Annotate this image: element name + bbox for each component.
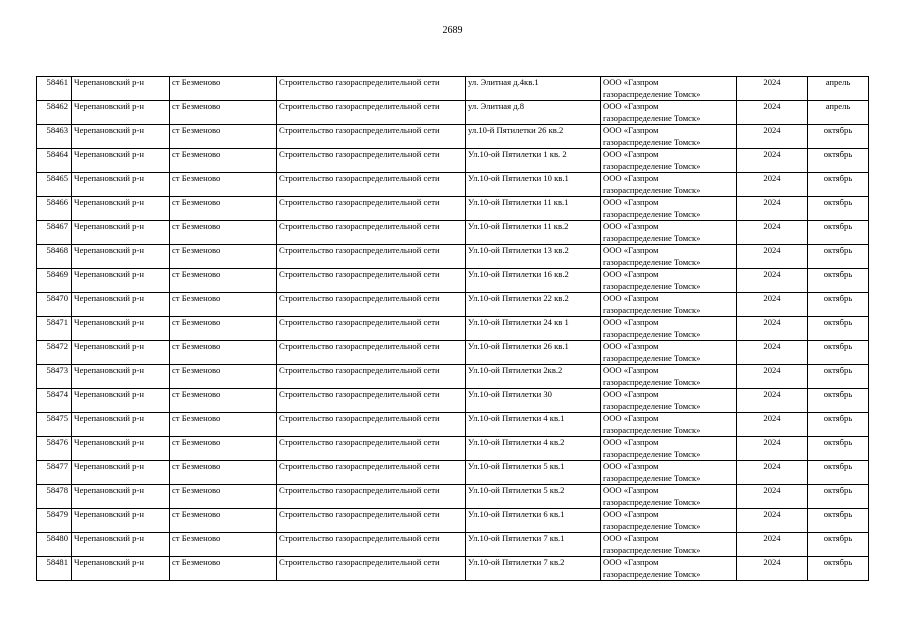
district-cell: Черепановский р-н xyxy=(72,245,170,269)
year-cell: 2024 xyxy=(737,389,808,413)
organization-cell xyxy=(601,101,737,125)
work-type-cell: Строительство газораспределительной сети xyxy=(277,437,466,461)
organization-line-2: газораспределение Томск» xyxy=(603,232,701,243)
address-cell: Ул.10-ой Пятилетки 10 кв.1 xyxy=(466,173,601,197)
organization-cell xyxy=(601,461,737,485)
settlement-cell: ст Безменово xyxy=(170,293,277,317)
table-row xyxy=(37,149,869,173)
table-row xyxy=(37,293,869,317)
organization-line-2: газораспределение Томск» xyxy=(603,520,701,531)
organization-cell xyxy=(601,269,737,293)
organization-cell xyxy=(601,317,737,341)
work-type-cell: Строительство газораспределительной сети xyxy=(277,341,466,365)
year-cell: 2024 xyxy=(737,101,808,125)
address-cell: Ул.10-ой Пятилетки 7 кв.2 xyxy=(466,557,601,581)
month-cell: октябрь xyxy=(808,149,869,173)
organization-line-2: газораспределение Томск» xyxy=(603,184,701,195)
row-number-cell: 58476 xyxy=(37,437,72,461)
work-type-cell: Строительство газораспределительной сети xyxy=(277,557,466,581)
table-row xyxy=(37,77,869,101)
organization-cell xyxy=(601,293,737,317)
address-cell: Ул.10-ой Пятилетки 5 кв.1 xyxy=(466,461,601,485)
table-row xyxy=(37,413,869,437)
address-cell: Ул.10-ой Пятилетки 13 кв.2 xyxy=(466,245,601,269)
district-cell: Черепановский р-н xyxy=(72,485,170,509)
table-row xyxy=(37,557,869,581)
table-row xyxy=(37,509,869,533)
organization-cell xyxy=(601,509,737,533)
address-cell: Ул.10-ой Пятилетки 2кв.2 xyxy=(466,365,601,389)
table-row xyxy=(37,197,869,221)
organization-line-1: ООО «Газпром xyxy=(603,509,659,519)
settlement-cell: ст Безменово xyxy=(170,269,277,293)
settlement-cell: ст Безменово xyxy=(170,485,277,509)
month-cell: октябрь xyxy=(808,173,869,197)
row-number-cell: 58480 xyxy=(37,533,72,557)
settlement-cell: ст Безменово xyxy=(170,509,277,533)
address-cell: Ул.10-ой Пятилетки 22 кв.2 xyxy=(466,293,601,317)
work-type-cell: Строительство газораспределительной сети xyxy=(277,149,466,173)
work-type-cell: Строительство газораспределительной сети xyxy=(277,269,466,293)
year-cell: 2024 xyxy=(737,437,808,461)
settlement-cell: ст Безменово xyxy=(170,389,277,413)
organization-line-1: ООО «Газпром xyxy=(603,461,659,471)
settlement-cell: ст Безменово xyxy=(170,245,277,269)
district-cell: Черепановский р-н xyxy=(72,173,170,197)
work-type-cell: Строительство газораспределительной сети xyxy=(277,461,466,485)
table-row xyxy=(37,485,869,509)
year-cell: 2024 xyxy=(737,221,808,245)
row-number-cell: 58461 xyxy=(37,77,72,101)
organization-cell xyxy=(601,197,737,221)
organization-line-1: ООО «Газпром xyxy=(603,269,659,279)
row-number-cell: 58477 xyxy=(37,461,72,485)
gas-network-registry-table xyxy=(36,76,869,581)
month-cell: октябрь xyxy=(808,389,869,413)
work-type-cell: Строительство газораспределительной сети xyxy=(277,221,466,245)
organization-cell xyxy=(601,245,737,269)
table-row xyxy=(37,269,869,293)
district-cell: Черепановский р-н xyxy=(72,413,170,437)
year-cell: 2024 xyxy=(737,485,808,509)
row-number-cell: 58474 xyxy=(37,389,72,413)
district-cell: Черепановский р-н xyxy=(72,197,170,221)
table-row xyxy=(37,533,869,557)
address-cell: Ул.10-ой Пятилетки 16 кв.2 xyxy=(466,269,601,293)
year-cell: 2024 xyxy=(737,125,808,149)
organization-line-2: газораспределение Томск» xyxy=(603,400,701,411)
settlement-cell: ст Безменово xyxy=(170,173,277,197)
organization-line-1: ООО «Газпром xyxy=(603,149,659,159)
organization-cell xyxy=(601,437,737,461)
settlement-cell: ст Безменово xyxy=(170,413,277,437)
district-cell: Черепановский р-н xyxy=(72,101,170,125)
district-cell: Черепановский р-н xyxy=(72,509,170,533)
work-type-cell: Строительство газораспределительной сети xyxy=(277,533,466,557)
month-cell: октябрь xyxy=(808,125,869,149)
settlement-cell: ст Безменово xyxy=(170,365,277,389)
organization-line-1: ООО «Газпром xyxy=(603,125,659,135)
organization-cell xyxy=(601,341,737,365)
address-cell: Ул.10-ой Пятилетки 24 кв 1 xyxy=(466,317,601,341)
table-row xyxy=(37,125,869,149)
organization-line-2: газораспределение Томск» xyxy=(603,304,701,315)
settlement-cell: ст Безменово xyxy=(170,437,277,461)
table-row xyxy=(37,341,869,365)
organization-line-2: газораспределение Томск» xyxy=(603,208,701,219)
year-cell: 2024 xyxy=(737,557,808,581)
work-type-cell: Строительство газораспределительной сети xyxy=(277,101,466,125)
work-type-cell: Строительство газораспределительной сети xyxy=(277,413,466,437)
month-cell: апрель xyxy=(808,101,869,125)
month-cell: октябрь xyxy=(808,485,869,509)
year-cell: 2024 xyxy=(737,149,808,173)
month-cell: октябрь xyxy=(808,245,869,269)
organization-line-1: ООО «Газпром xyxy=(603,485,659,495)
settlement-cell: ст Безменово xyxy=(170,461,277,485)
row-number-cell: 58469 xyxy=(37,269,72,293)
settlement-cell: ст Безменово xyxy=(170,101,277,125)
organization-line-2: газораспределение Томск» xyxy=(603,568,701,579)
organization-line-1: ООО «Газпром xyxy=(603,341,659,351)
address-cell: Ул.10-ой Пятилетки 4 кв.2 xyxy=(466,437,601,461)
month-cell: октябрь xyxy=(808,437,869,461)
organization-line-1: ООО «Газпром xyxy=(603,533,659,543)
organization-line-1: ООО «Газпром xyxy=(603,221,659,231)
address-cell: ул. Элитная д.4кв.1 xyxy=(466,77,601,101)
row-number-cell: 58468 xyxy=(37,245,72,269)
organization-line-1: ООО «Газпром xyxy=(603,437,659,447)
year-cell: 2024 xyxy=(737,245,808,269)
table-row xyxy=(37,389,869,413)
organization-line-2: газораспределение Томск» xyxy=(603,472,701,483)
settlement-cell: ст Безменово xyxy=(170,197,277,221)
district-cell: Черепановский р-н xyxy=(72,317,170,341)
organization-line-1: ООО «Газпром xyxy=(603,389,659,399)
year-cell: 2024 xyxy=(737,77,808,101)
year-cell: 2024 xyxy=(737,365,808,389)
district-cell: Черепановский р-н xyxy=(72,365,170,389)
district-cell: Черепановский р-н xyxy=(72,149,170,173)
month-cell: октябрь xyxy=(808,461,869,485)
address-cell: ул.10-й Пятилетки 26 кв.2 xyxy=(466,125,601,149)
row-number-cell: 58479 xyxy=(37,509,72,533)
settlement-cell: ст Безменово xyxy=(170,317,277,341)
organization-cell xyxy=(601,149,737,173)
table-row xyxy=(37,101,869,125)
organization-line-1: ООО «Газпром xyxy=(603,197,659,207)
settlement-cell: ст Безменово xyxy=(170,533,277,557)
row-number-cell: 58466 xyxy=(37,197,72,221)
year-cell: 2024 xyxy=(737,533,808,557)
year-cell: 2024 xyxy=(737,509,808,533)
organization-line-1: ООО «Газпром xyxy=(603,245,659,255)
row-number-cell: 58465 xyxy=(37,173,72,197)
organization-line-2: газораспределение Томск» xyxy=(603,136,701,147)
organization-line-2: газораспределение Томск» xyxy=(603,112,701,123)
settlement-cell: ст Безменово xyxy=(170,557,277,581)
row-number-cell: 58470 xyxy=(37,293,72,317)
organization-line-2: газораспределение Томск» xyxy=(603,160,701,171)
organization-cell xyxy=(601,533,737,557)
organization-line-2: газораспределение Томск» xyxy=(603,376,701,387)
month-cell: апрель xyxy=(808,77,869,101)
organization-line-2: газораспределение Томск» xyxy=(603,496,701,507)
table-row xyxy=(37,221,869,245)
organization-line-2: газораспределение Томск» xyxy=(603,448,701,459)
address-cell: Ул.10-ой Пятилетки 4 кв.1 xyxy=(466,413,601,437)
year-cell: 2024 xyxy=(737,293,808,317)
table-row xyxy=(37,437,869,461)
organization-line-2: газораспределение Томск» xyxy=(603,424,701,435)
year-cell: 2024 xyxy=(737,317,808,341)
organization-line-2: газораспределение Томск» xyxy=(603,280,701,291)
organization-cell xyxy=(601,413,737,437)
address-cell: Ул.10-ой Пятилетки 26 кв.1 xyxy=(466,341,601,365)
organization-line-1: ООО «Газпром xyxy=(603,413,659,423)
table-row xyxy=(37,317,869,341)
address-cell: Ул.10-ой Пятилетки 11 кв.2 xyxy=(466,221,601,245)
organization-line-1: ООО «Газпром xyxy=(603,101,659,111)
table-row xyxy=(37,245,869,269)
organization-line-2: газораспределение Томск» xyxy=(603,352,701,363)
organization-cell xyxy=(601,77,737,101)
row-number-cell: 58467 xyxy=(37,221,72,245)
work-type-cell: Строительство газораспределительной сети xyxy=(277,77,466,101)
row-number-cell: 58462 xyxy=(37,101,72,125)
organization-line-2: газораспределение Томск» xyxy=(603,88,701,99)
month-cell: октябрь xyxy=(808,293,869,317)
organization-line-2: газораспределение Томск» xyxy=(603,328,701,339)
month-cell: октябрь xyxy=(808,221,869,245)
address-cell: Ул.10-ой Пятилетки 11 кв.1 xyxy=(466,197,601,221)
district-cell: Черепановский р-н xyxy=(72,341,170,365)
row-number-cell: 58471 xyxy=(37,317,72,341)
month-cell: октябрь xyxy=(808,533,869,557)
settlement-cell: ст Безменово xyxy=(170,125,277,149)
district-cell: Черепановский р-н xyxy=(72,221,170,245)
settlement-cell: ст Безменово xyxy=(170,221,277,245)
work-type-cell: Строительство газораспределительной сети xyxy=(277,389,466,413)
year-cell: 2024 xyxy=(737,341,808,365)
organization-cell xyxy=(601,173,737,197)
row-number-cell: 58475 xyxy=(37,413,72,437)
organization-line-2: газораспределение Томск» xyxy=(603,544,701,555)
address-cell: Ул.10-ой Пятилетки 5 кв.2 xyxy=(466,485,601,509)
address-cell: ул. Элитная д.8 xyxy=(466,101,601,125)
table-row xyxy=(37,173,869,197)
organization-cell xyxy=(601,389,737,413)
table-row xyxy=(37,461,869,485)
district-cell: Черепановский р-н xyxy=(72,437,170,461)
page-number: 2689 xyxy=(442,25,463,36)
settlement-cell: ст Безменово xyxy=(170,77,277,101)
settlement-cell: ст Безменово xyxy=(170,149,277,173)
district-cell: Черепановский р-н xyxy=(72,269,170,293)
address-cell: Ул.10-ой Пятилетки 1 кв. 2 xyxy=(466,149,601,173)
month-cell: октябрь xyxy=(808,509,869,533)
district-cell: Черепановский р-н xyxy=(72,293,170,317)
work-type-cell: Строительство газораспределительной сети xyxy=(277,365,466,389)
work-type-cell: Строительство газораспределительной сети xyxy=(277,197,466,221)
month-cell: октябрь xyxy=(808,413,869,437)
organization-cell xyxy=(601,365,737,389)
organization-line-1: ООО «Газпром xyxy=(603,77,659,87)
address-cell: Ул.10-ой Пятилетки 30 xyxy=(466,389,601,413)
row-number-cell: 58478 xyxy=(37,485,72,509)
work-type-cell: Строительство газораспределительной сети xyxy=(277,173,466,197)
organization-line-1: ООО «Газпром xyxy=(603,557,659,567)
work-type-cell: Строительство газораспределительной сети xyxy=(277,293,466,317)
organization-cell xyxy=(601,485,737,509)
row-number-cell: 58464 xyxy=(37,149,72,173)
organization-cell xyxy=(601,125,737,149)
year-cell: 2024 xyxy=(737,461,808,485)
organization-line-1: ООО «Газпром xyxy=(603,293,659,303)
table-body xyxy=(37,77,869,581)
work-type-cell: Строительство газораспределительной сети xyxy=(277,317,466,341)
row-number-cell: 58472 xyxy=(37,341,72,365)
year-cell: 2024 xyxy=(737,413,808,437)
work-type-cell: Строительство газораспределительной сети xyxy=(277,125,466,149)
month-cell: октябрь xyxy=(808,365,869,389)
organization-cell xyxy=(601,557,737,581)
year-cell: 2024 xyxy=(737,197,808,221)
organization-line-1: ООО «Газпром xyxy=(603,173,659,183)
work-type-cell: Строительство газораспределительной сети xyxy=(277,485,466,509)
organization-line-1: ООО «Газпром xyxy=(603,317,659,327)
organization-line-1: ООО «Газпром xyxy=(603,365,659,375)
work-type-cell: Строительство газораспределительной сети xyxy=(277,245,466,269)
month-cell: октябрь xyxy=(808,557,869,581)
row-number-cell: 58481 xyxy=(37,557,72,581)
district-cell: Черепановский р-н xyxy=(72,533,170,557)
month-cell: октябрь xyxy=(808,317,869,341)
table-row xyxy=(37,365,869,389)
address-cell: Ул.10-ой Пятилетки 6 кв.1 xyxy=(466,509,601,533)
settlement-cell: ст Безменово xyxy=(170,341,277,365)
year-cell: 2024 xyxy=(737,269,808,293)
year-cell: 2024 xyxy=(737,173,808,197)
district-cell: Черепановский р-н xyxy=(72,461,170,485)
address-cell: Ул.10-ой Пятилетки 7 кв.1 xyxy=(466,533,601,557)
district-cell: Черепановский р-н xyxy=(72,77,170,101)
work-type-cell: Строительство газораспределительной сети xyxy=(277,509,466,533)
district-cell: Черепановский р-н xyxy=(72,389,170,413)
row-number-cell: 58473 xyxy=(37,365,72,389)
organization-cell xyxy=(601,221,737,245)
organization-line-2: газораспределение Томск» xyxy=(603,256,701,267)
month-cell: октябрь xyxy=(808,341,869,365)
month-cell: октябрь xyxy=(808,269,869,293)
district-cell: Черепановский р-н xyxy=(72,125,170,149)
month-cell: октябрь xyxy=(808,197,869,221)
row-number-cell: 58463 xyxy=(37,125,72,149)
district-cell: Черепановский р-н xyxy=(72,557,170,581)
